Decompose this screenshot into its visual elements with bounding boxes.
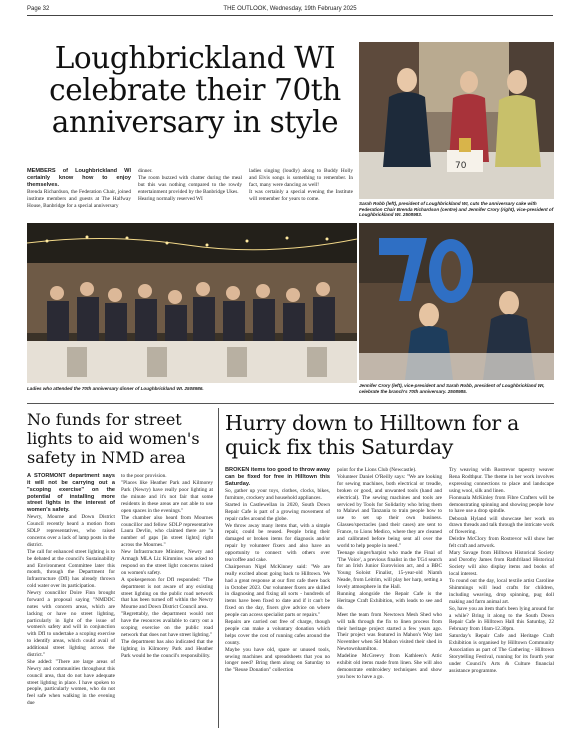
hilltown-paragraph: Maybe you have old, spare or unused tools, sewing machines and spreadsheets that you no longer need? Bring them along on Saturday to the "Reuse Donation" collection [225,646,330,674]
hilltown-paragraph: Volunteer Daniel O'Reilly says: "We are looking for sewing machines, both electrical or treadle, broken or good, and unwanted tools (hand and electrical). The sewing machines and tools are serviced by Tools for Solidarity who bring them to Malawi and Tanzania to train people how to use to set up their own business. Glasses/spectacles (and their cases) are sent to France, to Lions Medico, where they are cleaned and calibrated before being sent all over the world to help people in need." [337,474,442,549]
wi-paragraph: dinner. [138,168,153,174]
photo-group [27,223,357,383]
hilltown-paragraph: Running alongside the Repair Cafe is the Heritage Craft Exhibition, with leads to see and do. [337,591,442,611]
hilltown-paragraph: Meet the team from Newtown Mesh Shed who will talk through the fix to linen process from their heritage project started a few years ago. Their project was featured in Mahon's Way last November when Sid Mahon visited their shed in Newtownhamilton. [337,611,442,653]
wi-lead: MEMBERS of Loughbrickland WI certainly know how to enjoy themselves. [27,168,131,188]
page-number: Page 32 [27,6,50,12]
wi-paragraph: It was certainly a special evening the Institute will remember for years to come. [249,188,353,202]
hilltown-paragraph: Repairs are carried out free of charge, though people can make a voluntary donation which helps cover the cost of running cafes around the county. [225,619,330,646]
lights-lead: A STORMONT department says it will not be carrying out a "scoping exercise" on the potential of installing more street lights in the interest of women's safety. [27,473,115,514]
lights-headline: No funds for street lights to aid women's safety in NMD area [27,410,200,467]
wi-col-3 [249,168,353,222]
lights-paragraph: A spokesperson for DfI responded: "The department is not aware of any existing street lighting on the public road network that has been turned off within the Newry Mourne and Down District Council area. [121,576,213,611]
lights-paragraph: "Places like Heather Park and Kilmorey Park (Newry) have really poor lighting at the minute and it's not fair that some residents in these areas are not able to use open spaces in the evenings." [121,480,213,514]
photo-cake-cutting [359,42,554,199]
hilltown-paragraph: point for the Lions Club (Newcastle). [337,467,417,473]
hilltown-paragraph: We throw away many items that, with a simple repair, could be reused. People bring their damaged or broken items for diagnosis and/or repair by volunteer fixers and also have an opportunity to connect with others over tea/coffee and cake. [225,522,330,563]
lights-paragraph: The department has also indicated that the lighting in Kilmorey Park and Heather Park would be the council's responsibility. [121,639,213,659]
column-divider [218,408,219,728]
hilltown-col-1 [225,467,330,731]
hilltown-paragraph: Chairperson Nigel McKinney said: "We are really excited about going back to Hilltown. We had a great response at our first cafe there back in October 2023. Our volunteer fixers are skilled in diagnosing and fixing all sorts - hundreds of items have been fixed to date and if it can't be fixed on the day, fixers give advice on where people can access specialist parts or repairs." [225,564,330,618]
lights-paragraph: New Infrastructure Minister, Newry and Armagh MLA Liz Kimmins was asked to respond on the street light concerns raised on women's safety. [121,549,213,576]
hilltown-paragraph: To round out the day, local textile artist Caroline Shimmings will lead crafts for children, including weaving, drop spinning, pug doll making and farm animal art. [449,577,554,605]
lights-col-2 [121,473,213,731]
lights-col-1 [27,473,115,731]
hilltown-lead: BROKEN items too good to throw away can be fixed for free in Hilltown this Saturday. [225,467,330,487]
hilltown-paragraph: Started in Castlewellan in 2020, South Down Repair Cafe is part of a growing movement of repair cafes around the globe. [225,501,330,522]
lights-paragraph: to the poor provision. [121,473,167,479]
hilltown-col-2 [337,467,442,731]
hilltown-paragraph: Saturday's Repair Cafe and Heritage Craft Exhibition is organised by Hilltown Community Association as part of The Gathering - Hilltown Storytelling Festival, running for its fourth year under Council's Arts & Culture financial assistance programme. [449,633,554,674]
lights-paragraph: "Regrettably, the department would not have the resources available to carry out a scoping exercise on the public road network that does not have street lighting." [121,611,213,638]
wi-col-1 [27,168,131,222]
lights-paragraph: Newry, Mourne and Down District Council recently heard a motion from SDLP representatives, who raised concerns over a lack of lamp posts in the district. [27,514,115,548]
cake-number: 70 [455,161,467,171]
wi-col-2 [138,168,242,222]
hilltown-paragraph: So, have you an item that's been lying around for a while? Bring it along to the South Down Repair Cafe in Hilltown Hall this Saturday, 22 February from 10am-12.30pm. [449,605,554,633]
hilltown-paragraph: Teenage singer/harpist who made the Final of 'The Voice', a previous finalist in the TG4 search for an Irish Junior Eurovision act, and a BBC Young Soloist Finalist, 15-year-old Niamh Neade, from Leitrim, will play her harp, setting a lovely atmosphere in the Hall. [337,549,442,590]
wi-paragraph: Brenda Richardson, the Federation Chair, joined institute members and guests at The Halfway House, Banbridge for a special anniversary [27,188,131,209]
caption-balloons: Jennifer Crory (left), vice-president and Sarah Robb, president of Loughbrickland WI, celebrate the branch's 70th anniversary. 2508985. [359,383,545,394]
hilltown-paragraph: Fionnuala McKinley from Fibre Crafters will be demonstrating spinning and showing people how to have use a drop spindle. [449,494,554,515]
hilltown-paragraph: Madeline McGreevy from Kathleen's Attic exhibit old items made from linen. She will also demonstrate embroidery techniques and show you how to have a go. [337,653,442,680]
hilltown-paragraph: Try weaving with Rostrevor tapestry weaver Rena Rodthpur. The theme in her work involves expressing connections to place and landscape using wool, silk and linen. [449,467,554,494]
hilltown-paragraph: Mary Savage from Hilltown Historical Society and Dorothy James from Rathfriland Historical Society will also display items and books of local interest. [449,550,554,577]
hilltown-paragraph: So, gather up your toys, clothes, clocks, bikes, furniture, crockery and household appliances. [225,487,330,501]
wi-paragraph: Hearing normally reserved WI [138,195,203,202]
photo-balloons [359,223,554,380]
hilltown-paragraph: Deirdre McClory from Rostrevor will show her felt craft and artwork. [449,536,554,550]
lights-paragraph: The call for enhanced street lighting is to be debated at the council's Sustainability and Environment Committee later this month, through the Department for Infrastructure (DfI) has already thrown cold water over its participation. [27,548,115,590]
lights-paragraph: Newry councillor Doire Finn brought forward a proposal saying "NMDDC notes with concern areas, which are lacking or have no street lighting, particularly in light of the issue of women's safety and will in conjunction with DfI to undertake a scoping exercise to identify areas, which could avail of additional street lighting across the district." [27,590,115,658]
lights-paragraph: The chamber also heard from Mournes councillor and fellow SDLP representative Laura Devlin, who claimed there are "a number of gaps [in street lights] right across the Mournes." [121,514,213,549]
caption-cake-cutting: Sarah Robb (left), president of Loughbrickland WI, cuts the anniversary cake with Federation Chair Brenda Richardson (centre) and Jennifer Crory (right), vice-president of Loughbrickland WI. 2508983. [359,201,554,218]
lights-paragraph: She added: "There are large areas of Newry and communities throughout this council area, that do not have adequate street lighting in place. I have spoken to people, particularly women, who do not feel safe when walking in the evening due [27,658,115,707]
wi-paragraph: The room buzzed with chatter during the meal but this was nothing compared to the rowdy entertainment provided by the Banbridge Ukes. [138,175,242,195]
hilltown-paragraph: Deborah Hyland will showcase her work on drawn threads and talk through the intricate work of flowering. [449,515,554,536]
wi-headline: Loughbrickland WI celebrate their 70th anniversary in style [49,41,341,139]
caption-group: Ladies who attended the 70th anniversary dinner of Loughbrickland WI. 2508986. [27,386,204,391]
hilltown-headline: Hurry down to Hilltown for a quick fix this Saturday [225,411,520,459]
page-header [27,4,553,16]
hilltown-col-3 [449,467,554,731]
publication-date: THE OUTLOOK, Wednesday, 19th February 2025 [223,6,357,12]
wi-paragraph: ladies singing (loudly) along to Buddy Holly and Elvis songs is something to remember. In fact, many were dancing as well! [249,168,353,188]
section-divider [27,403,554,404]
